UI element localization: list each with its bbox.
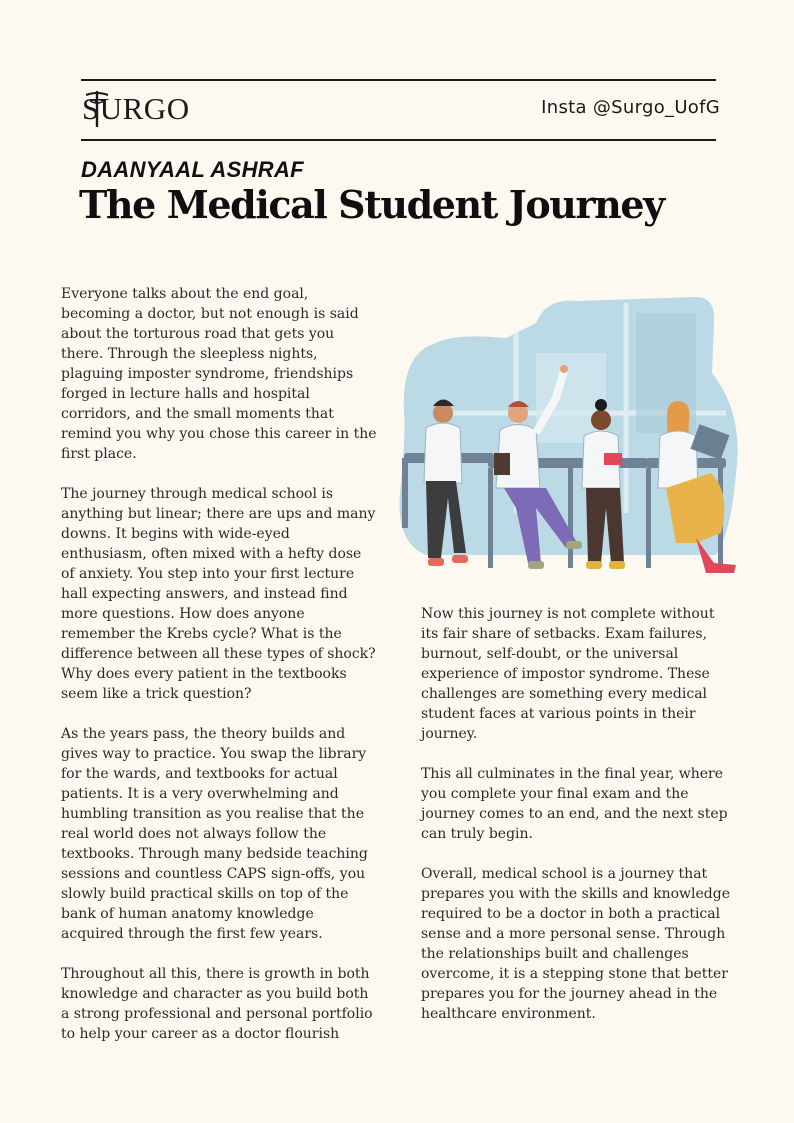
logo-text: SURGO <box>82 91 190 126</box>
author-name: DAANYAAL ASHRAF <box>81 157 304 182</box>
paragraph: This all culminates in the final year, where you complete your final exam and the journey comes to an end, and the next step can truly begin. <box>421 766 728 842</box>
paragraph: Overall, medical school is a journey that prepares you with the skills and knowledge required to be a doctor in both a practical sense and a more personal sense. Through the relationships built and challenges overcome, it is a stepping stone that better prepares you for the journey ahead in the healthcare environment. <box>421 866 730 1022</box>
medical-students-illustration <box>396 293 744 583</box>
article-title: The Medical Student Journey <box>79 182 664 227</box>
header-top-rule <box>81 79 716 81</box>
paragraph: Now this journey is not complete without its fair share of setbacks. Exam failures, burnout, self-doubt, or the universal experience of impostor syndrome. These challenges are something every medical student faces at various points in their journey. <box>421 606 715 742</box>
header-bottom-rule <box>81 139 716 141</box>
paragraph: As the years pass, the theory builds and gives way to practice. You swap the library for the wards, and textbooks for actual patients. It is a very overwhelming and humbling transition as you realise that the real world does not always follow the textbooks. Through many bedside teaching sessions and countless CAPS sign-offs, you slowly build practical skills on top of the bank of human anatomy knowledge acquired through the first few years. <box>61 726 368 942</box>
right-column <box>421 604 731 1044</box>
paragraph: Throughout all this, there is growth in both knowledge and character as you build both a strong professional and personal portfolio to help your career as a doctor flourish <box>61 966 373 1042</box>
paragraph: The journey through medical school is anything but linear; there are ups and many downs. It begins with wide-eyed enthusiasm, often mixed with a hefty dose of anxiety. You step into your first lecture hall expecting answers, and instead find more questions. How does anyone remember the Krebs cycle? What is the difference between all these types of shock? Why does every patient in the textbooks seem like a trick question? <box>61 486 376 702</box>
caduceus-icon <box>82 89 112 133</box>
left-column <box>61 284 379 1064</box>
paragraph: Everyone talks about the end goal, becoming a doctor, but not enough is said about the torturous road that gets you there. Through the sleepless nights, plaguing imposter syndrome, friendships forged in lecture halls and hospital corridors, and the small moments that remind you why you chose this career in the first place. <box>61 286 377 462</box>
instagram-handle[interactable]: Insta @Surgo_UofG <box>541 97 720 118</box>
